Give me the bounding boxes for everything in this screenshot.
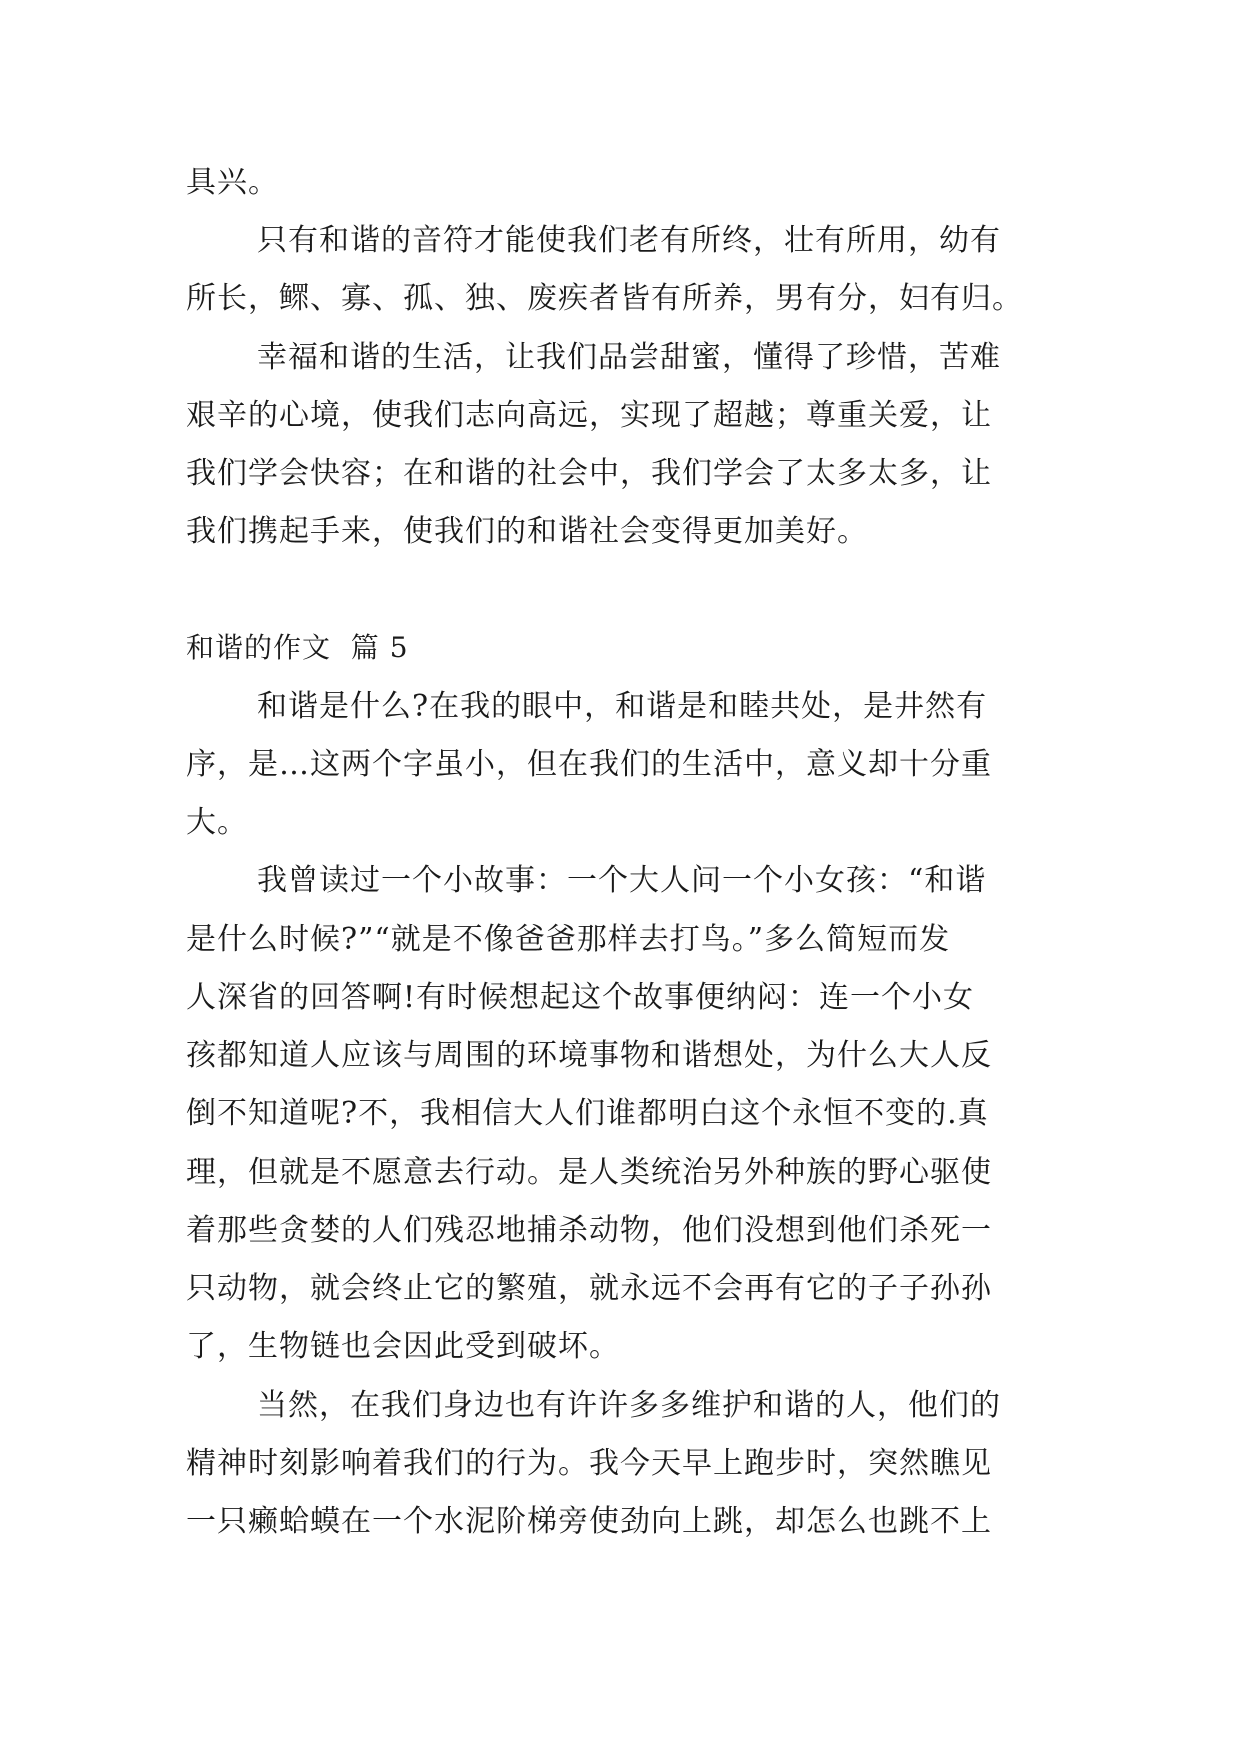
paragraph-first-line: 我曾读过一个小故事：一个大人问一个小女孩：“和谐 [257, 863, 987, 898]
text-line: 是什么时候?”“就是不像爸爸那样去打鸟。”多么简短而发 [186, 922, 951, 957]
text-line: 具兴。 [186, 165, 279, 200]
text-line: 了，生物链也会因此受到破坏。 [186, 1329, 620, 1364]
text-line: 孩都知道人应该与周围的环境事物和谐想处，为什么大人反 [186, 1038, 992, 1073]
paragraph-first-line: 当然，在我们身边也有许许多多维护和谐的人，他们的 [257, 1388, 1001, 1423]
text-line: 所长，鳏、寡、孤、独、废疾者皆有所养，男有分，妇有归。 [186, 281, 1023, 316]
text-line: 大。 [186, 805, 248, 840]
text-line: 着那些贪婪的人们残忍地捕杀动物，他们没想到他们杀死一 [186, 1213, 992, 1248]
text-line: 序，是…这两个字虽小，但在我们的生活中，意义却十分重 [186, 747, 992, 782]
paragraph-first-line: 幸福和谐的生活，让我们品尝甜蜜，懂得了珍惜，苦难 [257, 340, 1001, 375]
text-line: 一只癞蛤蟆在一个水泥阶梯旁使劲向上跳，却怎么也跳不上 [186, 1504, 992, 1539]
text-line: 我们学会快容；在和谐的社会中，我们学会了太多太多，让 [186, 456, 992, 491]
text-line: 精神时刻影响着我们的行为。我今天早上跑步时，突然瞧见 [186, 1446, 992, 1481]
section-heading: 和谐的作文 篇 5 [186, 631, 409, 664]
text-line: 只动物，就会终止它的繁殖，就永远不会再有它的子子孙孙 [186, 1271, 992, 1306]
text-line: 艰辛的心境，使我们志向高远，实现了超越；尊重关爱，让 [186, 398, 992, 433]
paragraph-first-line: 只有和谐的音符才能使我们老有所终，壮有所用，幼有 [257, 223, 1001, 258]
paragraph-first-line: 和谐是什么?在我的眼中，和谐是和睦共处，是井然有 [257, 689, 988, 724]
text-line: 理，但就是不愿意去行动。是人类统治另外种族的野心驱使 [186, 1155, 992, 1190]
text-line: 倒不知道呢?不，我相信大人们谁都明白这个永恒不变的.真 [186, 1096, 989, 1131]
text-line: 我们携起手来，使我们的和谐社会变得更加美好。 [186, 514, 868, 549]
text-line: 人深省的回答啊!有时候想起这个故事便纳闷：连一个小女 [186, 980, 975, 1015]
